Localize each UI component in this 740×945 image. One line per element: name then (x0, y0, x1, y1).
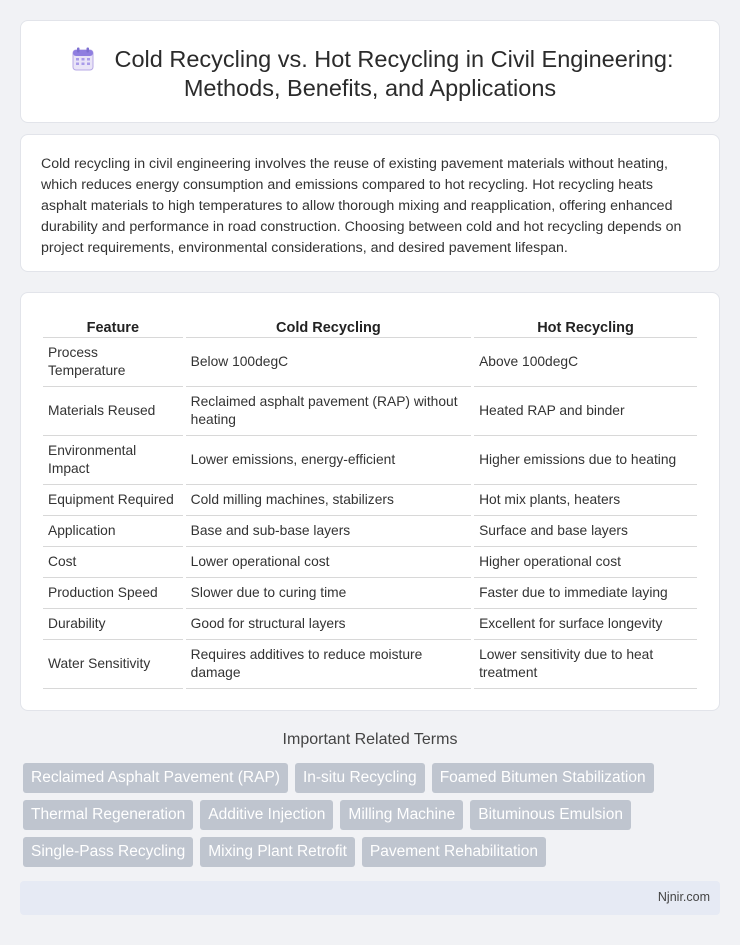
row-hot-value: Hot mix plants, heaters (474, 485, 697, 516)
header-hot-recycling: Hot Recycling (474, 313, 697, 338)
row-hot-value: Heated RAP and binder (474, 387, 697, 436)
row-cold-value: Lower emissions, energy-efficient (186, 436, 471, 485)
row-hot-value: Higher operational cost (474, 547, 697, 578)
table-row (43, 436, 697, 485)
row-hot-value: Above 100degC (474, 338, 697, 387)
row-cold-value: Reclaimed asphalt pavement (RAP) without heating (186, 387, 471, 436)
row-cold-value: Cold milling machines, stabilizers (186, 485, 471, 516)
table-row (43, 338, 697, 387)
table-row (43, 609, 697, 640)
related-terms-list (23, 763, 723, 874)
row-cold-value: Below 100degC (186, 338, 471, 387)
table-row (43, 547, 697, 578)
table-row (43, 387, 697, 436)
tag-pavement-rehabilitation[interactable]: Pavement Rehabilitation (362, 837, 546, 867)
page-title-line-2: Methods, Benefits, and Applications (183, 75, 557, 101)
page-title (66, 45, 673, 103)
row-feature: Process Temperature (43, 338, 183, 387)
footer-brand[interactable]: Njnir.com (657, 890, 710, 904)
row-cold-value: Lower operational cost (186, 547, 471, 578)
tag-milling-machine[interactable]: Milling Machine (340, 800, 463, 830)
intro-card (20, 134, 720, 272)
title-card (20, 20, 720, 123)
row-feature: Water Sensitivity (43, 640, 183, 689)
row-feature: Production Speed (43, 578, 183, 609)
row-feature: Application (43, 516, 183, 547)
tag-thermal-regeneration[interactable]: Thermal Regeneration (23, 800, 193, 830)
row-feature: Environmental Impact (43, 436, 183, 485)
tag-row (23, 800, 723, 830)
page-title-line-1: Cold Recycling vs. Hot Recycling in Civil Engineering: (114, 46, 674, 72)
tag-additive-injection[interactable]: Additive Injection (200, 800, 333, 830)
row-hot-value: Faster due to immediate laying (474, 578, 697, 609)
row-hot-value: Lower sensitivity due to heat treatment (474, 640, 697, 689)
tag-in-situ-recycling[interactable]: In-situ Recycling (295, 763, 425, 793)
row-hot-value: Excellent for surface longevity (474, 609, 697, 640)
table-row (43, 640, 697, 689)
tag-row (23, 837, 723, 867)
tag-single-pass-recycling[interactable]: Single-Pass Recycling (23, 837, 193, 867)
row-cold-value: Good for structural layers (186, 609, 471, 640)
row-feature: Durability (43, 609, 183, 640)
intro-paragraph: Cold recycling in civil engineering involves the reuse of existing pavement materials without heating, which reduces energy consumption and emissions compared to hot recycling. Hot recycling heats asphalt materials to high temperatures to allow thorough mixing and reapplication, offering enhanced durability and performance in road construction. Choosing between cold and hot recycling depends on project requirements, environmental considerations, and desired pavement lifespan. (41, 156, 682, 256)
tag-foamed-bitumen[interactable]: Foamed Bitumen Stabilization (432, 763, 654, 793)
table-header-row (43, 313, 697, 338)
table-row (43, 516, 697, 547)
comparison-table (40, 313, 700, 689)
row-feature: Equipment Required (43, 485, 183, 516)
row-feature: Cost (43, 547, 183, 578)
row-hot-value: Surface and base layers (474, 516, 697, 547)
tag-mixing-plant-retrofit[interactable]: Mixing Plant Retrofit (200, 837, 355, 867)
table-row (43, 485, 697, 516)
row-cold-value: Requires additives to reduce moisture damage (186, 640, 471, 689)
header-cold-recycling: Cold Recycling (186, 313, 471, 338)
row-cold-value: Base and sub-base layers (186, 516, 471, 547)
row-cold-value: Slower due to curing time (186, 578, 471, 609)
header-feature: Feature (43, 313, 183, 338)
tag-row (23, 763, 723, 793)
related-terms-heading: Important Related Terms (282, 731, 458, 748)
tag-rap[interactable]: Reclaimed Asphalt Pavement (RAP) (23, 763, 288, 793)
row-hot-value: Higher emissions due to heating (474, 436, 697, 485)
comparison-table-card (20, 292, 720, 711)
footer (20, 881, 720, 915)
tag-bituminous-emulsion[interactable]: Bituminous Emulsion (470, 800, 631, 830)
row-feature: Materials Reused (43, 387, 183, 436)
table-row (43, 578, 697, 609)
